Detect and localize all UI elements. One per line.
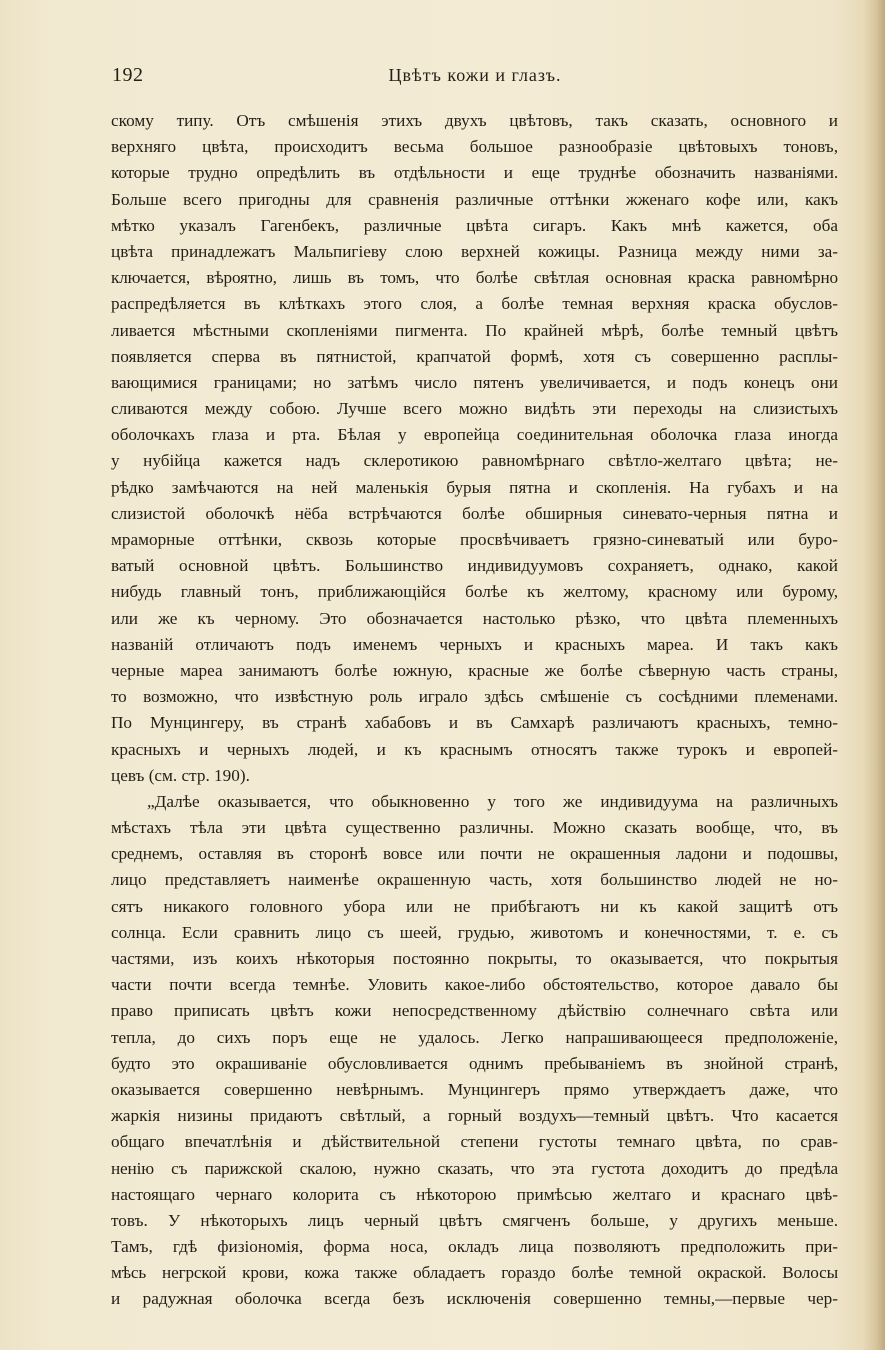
text-line: „Далѣе оказывается, что обыкновенно у того же индивидуума на различныхъ [147, 791, 838, 811]
text-line: частями, изъ коихъ нѣкоторыя постоянно покрыты, то оказывается, что покрытыя [111, 949, 838, 968]
text-line: жаркія низины придаютъ свѣтлый, а горный воздухъ—темный цвѣтъ. Что касается [111, 1106, 838, 1126]
text-line: ключается, вѣроятно, лишь въ томъ, что болѣе свѣтлая основная краска равномѣрно [111, 268, 838, 288]
text-line: цвѣта принадлежатъ Мальпигіеву слою верхней кожицы. Разница между ними за- [111, 241, 838, 261]
text-line: появляется сперва въ пятнистой, крапчатой формѣ, хотя съ совершенно расплы- [111, 346, 838, 366]
text-line: ватый основной цвѣтъ. Большинство индивидуумовъ сохраняетъ, однако, какой [111, 556, 838, 576]
text-line: черные мареа занимаютъ болѣе южную, красные же болѣе сѣверную часть страны, [111, 660, 838, 680]
text-line: нибудь главный тонъ, приближающійся болѣе къ желтому, красному или бурому, [111, 582, 838, 602]
text-line: или же къ черному. Это обозначается настолько рѣзко, что цвѣта племенныхъ [111, 608, 838, 628]
text-line: ливается мѣстными скопленіями пигмента. По крайней мѣрѣ, болѣе темный цвѣтъ [111, 320, 838, 340]
text-line: у нубійца кажется надъ склеротикою равномѣрнаго свѣтло-желтаго цвѣта; не- [111, 451, 838, 471]
text-line: солнца. Если сравнить лицо съ шеей, грудью, животомъ и конечностями, т. е. съ [111, 922, 838, 942]
text-line: верхняго цвѣта, происходитъ весьма большое разнообразіе цвѣтовыхъ тоновъ, [111, 137, 838, 157]
text-line: товъ. У нѣкоторыхъ лицъ черный цвѣтъ смягченъ больше, у другихъ меньше. [111, 1210, 838, 1230]
text-line: оболочкахъ глаза и рта. Бѣлая у европейца соединительная оболочка глаза иногда [111, 425, 838, 445]
text-line: тепла, до сихъ поръ еще не удалось. Легко напрашивающееся предположеніе, [111, 1027, 838, 1047]
text-line: лицо представляетъ наименѣе окрашенную часть, хотя большинство людей не но- [111, 870, 838, 890]
text-line: распредѣляется въ клѣткахъ этого слоя, а болѣе темная верхняя краска обуслов- [111, 294, 838, 314]
text-line: и радужная оболочка всегда безъ исключенія совершенно темны,—первые чер- [111, 1289, 838, 1309]
text-line: будто это окрашиваніе обусловливается однимъ пребываніемъ въ знойной странѣ, [111, 1053, 838, 1073]
text-line: сятъ никакого головного убора или не прибѣгаютъ ни къ какой защитѣ отъ [111, 896, 838, 916]
text-line: мѣстахъ тѣла эти цвѣта существенно различны. Можно сказать вообще, что, въ [111, 818, 838, 838]
text-line: среднемъ, оставляя въ сторонѣ вовсе или почти не окрашенныя ладони и подошвы, [111, 844, 838, 864]
text-line: рѣдко замѣчаются на ней маленькія бурыя пятна и скопленія. На губахъ и на [111, 477, 838, 497]
text-line: мѣсь негрской крови, кожа также обладаетъ гораздо болѣе темной окраской. Волосы [111, 1263, 838, 1283]
text-line: мѣтко указалъ Гагенбекъ, различные цвѣта сигаръ. Какъ мнѣ кажется, оба [111, 215, 838, 235]
text-line: цевъ (см. стр. 190). [111, 765, 250, 785]
text-line: слизистой оболочкѣ нёба встрѣчаются болѣе обширныя синевато-черныя пятна и [111, 503, 838, 523]
text-line: Тамъ, гдѣ физіономія, форма носа, окладъ лица позволяютъ предположить при- [111, 1237, 838, 1257]
text-line: По Мунцингеру, въ странѣ хабабовъ и въ Самхарѣ различаютъ красныхъ, темно- [111, 713, 838, 733]
text-line: общаго впечатлѣнія и дѣйствительной степени густоты темнаго цвѣта, по срав- [111, 1132, 838, 1152]
text-line: вающимися границами; но затѣмъ число пятенъ увеличивается, и подъ конецъ они [111, 372, 838, 392]
page-number: 192 [112, 64, 144, 86]
page-edge-shadow [863, 0, 885, 1350]
page-header [112, 64, 838, 94]
text-line: то возможно, что извѣстную роль играло здѣсь смѣшеніе съ сосѣдними племенами. [111, 687, 838, 707]
body-text [111, 108, 838, 1313]
text-line: оказывается совершенно невѣрнымъ. Мунцингеръ прямо утверждаетъ даже, что [111, 1079, 838, 1099]
text-line: настоящаго чернаго колорита съ нѣкоторою примѣсью желтаго и краснаго цвѣ- [111, 1184, 838, 1204]
running-title: Цвѣтъ кожи и глазъ. [388, 65, 562, 85]
text-line: сливаются между собою. Лучше всего можно видѣть эти переходы на слизистыхъ [111, 399, 838, 419]
text-line: части почти всегда темнѣе. Уловить какое-либо обстоятельство, которое давало бы [111, 975, 838, 995]
text-line: право приписать цвѣтъ кожи непосредственному дѣйствію солнечнаго свѣта или [111, 1001, 838, 1021]
text-line: которые трудно опредѣлить въ отдѣльности и еще труднѣе обозначить названіями. [111, 163, 838, 183]
text-line: названій отличаютъ подъ именемъ черныхъ и красныхъ мареа. И такъ какъ [111, 634, 838, 654]
text-line: ненію съ парижской скалою, нужно сказать, что эта густота доходитъ до предѣла [111, 1158, 838, 1178]
text-line: мраморные оттѣнки, сквозь которые просвѣчиваетъ грязно-синеватый или буро- [111, 530, 838, 549]
text-line: Больше всего пригодны для сравненія различные оттѣнки жженаго кофе или, какъ [111, 189, 838, 209]
text-line: красныхъ и черныхъ людей, и къ краснымъ относятъ также турокъ и европей- [111, 739, 838, 759]
text-line: скому типу. Отъ смѣшенія этихъ двухъ цвѣтовъ, такъ сказать, основного и [111, 111, 838, 130]
